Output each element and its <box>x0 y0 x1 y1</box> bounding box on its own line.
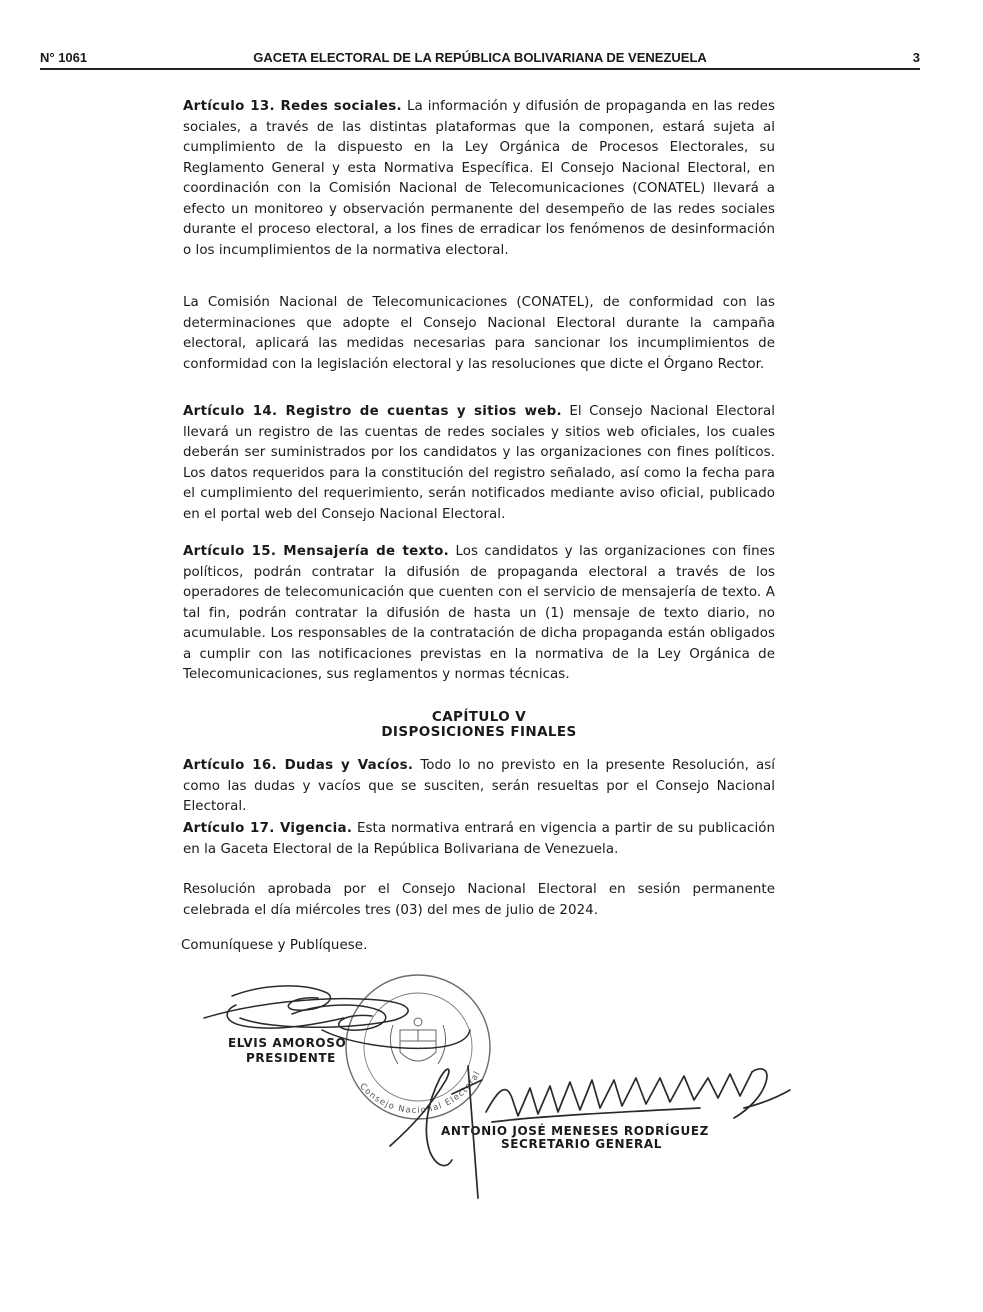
article-13-heading: Artículo 13. Redes sociales. <box>183 99 402 114</box>
chapter-label: CAPÍTULO V <box>431 709 527 725</box>
article-14-body: El Consejo Nacional Electoral llevará un registro de las cuentas de redes sociales y sitios web oficiales, los cuales deberán ser suministrados por los candidatos y las organizaciones con fines políticos. Los datos requeridos para la constitución del registro señalado, así como la fecha para el cumplimiento del requerimiento, serán notificados mediante aviso oficial, publicado en el portal web del Consejo Nacional Electoral. <box>183 404 775 522</box>
publish-text: Comuníquese y Publíquese. <box>181 938 368 953</box>
secretary-title: SECRETARIO GENERAL <box>501 1137 662 1151</box>
chapter-title: DISPOSICIONES FINALES <box>381 724 577 740</box>
article-16-heading: Artículo 16. Dudas y Vacíos. <box>183 758 414 773</box>
article-13-body: La información y difusión de propaganda en las redes sociales, a través de las distintas plataformas que la componen, estará sujeta al cumplimiento de la dispuesto en la Ley Orgánica de Procesos Electorales, su Reglamento General y esta Normativa Específica. El Consejo Nacional Electoral, en coordinación con la Comisión Nacional de Telecomunicaciones (CONATEL) llevará a efecto un monitoreo y observación permanente del desempeño de las redes sociales durante el proceso electoral, a los fines de erradicar los fenómenos de desinformación o los incumplimientos de la normativa electoral. <box>183 99 775 258</box>
article-13-body-2: La Comisión Nacional de Telecomunicaciones (CONATEL), de conformidad con las determinaciones que adopte el Consejo Nacional Electoral durante la campaña electoral, aplicará las medidas necesarias para sancionar los incumplimientos de conformidad con la legislación electoral y las resoluciones que dicte el Órgano Rector. <box>183 295 775 372</box>
secretary-name: ANTONIO JOSÉ MENESES RODRÍGUEZ <box>441 1124 709 1138</box>
issue-number: N° 1061 <box>40 50 88 65</box>
article-17-heading: Artículo 17. Vigencia. <box>183 821 353 836</box>
page-number: 3 <box>912 50 920 65</box>
publication-title: GACETA ELECTORAL DE LA REPÚBLICA BOLIVARIANA DE VENEZUELA <box>253 50 707 65</box>
article-15-heading: Artículo 15. Mensajería de texto. <box>183 544 450 559</box>
seal-text: Consejo Nacional Electoral <box>357 1069 484 1116</box>
article-16-body: Todo lo no previsto en la presente Resolución, así como las dudas y vacíos que se susciten, serán resueltas por el Consejo Nacional Electoral. <box>183 758 776 814</box>
article-14-heading: Artículo 14. Registro de cuentas y sitios web. <box>183 404 562 419</box>
resolution-text: Resolución aprobada por el Consejo Nacional Electoral en sesión permanente celebrada el día miércoles tres (03) del mes de julio de 2024. <box>183 882 775 918</box>
article-17-body: Esta normativa entrará en vigencia a partir de su publicación en la Gaceta Electoral de la República Bolivariana de Venezuela. <box>183 821 775 857</box>
president-name: ELVIS AMOROSO <box>228 1036 347 1050</box>
president-title: PRESIDENTE <box>246 1051 336 1065</box>
article-15-body: Los candidatos y las organizaciones con fines políticos, podrán contratar la difusión de propaganda electoral a través de los operadores de telecomunicación que cuenten con el servicio de mensajería de texto. A tal fin, podrán contratar la difusión de hasta un (1) mensaje de texto diario, no acumulable. Los responsables de la contratación de dicha propaganda están obligados a cumplir con las notificaciones previstas en la normativa de la Ley Orgánica de Telecomunicaciones, sus reglamentos y normas técnicas. <box>183 544 775 682</box>
